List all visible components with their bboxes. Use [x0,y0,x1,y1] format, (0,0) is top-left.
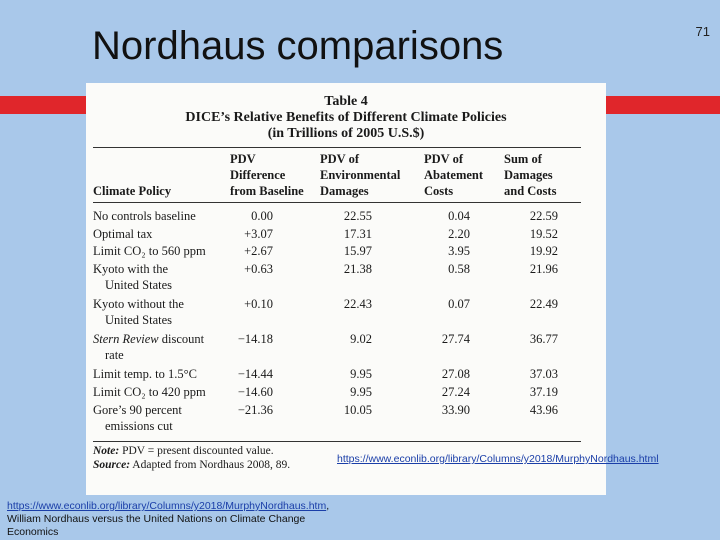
column-header-0-line-0: Climate Policy [93,184,172,198]
column-header-1-line-1: Difference [230,168,286,182]
row-label-0: No controls baseline [93,209,196,223]
cell-r0-c2: 22.55 [343,209,372,223]
cell-r7-c1: −14.60 [237,385,273,399]
cell-r8-c3: 33.90 [441,402,470,417]
row-label-8: Gore’s 90 percent [93,402,182,417]
cell-r1-c4: 19.52 [529,226,558,241]
source-label: Source: [93,459,131,471]
cell-r8-c2: 10.05 [343,402,372,417]
footer-line3: Economics [7,526,59,538]
row-label-1: Optimal tax [93,226,153,241]
footer: https://www.econlib.org/library/Columns/y2018/MurphyNordhaus.htm, William Nordhaus versus the United Nations on Climate Change Economics [7,500,330,538]
column-header-4-line-1: Damages [504,168,553,182]
cell-r3-c2: 21.38 [343,261,372,276]
table-subtitle: (in Trillions of 2005 U.S.$) [267,126,425,141]
cell-r3-c1: +0.63 [244,261,273,276]
cell-r6-c1: −14.44 [237,367,273,382]
cell-r2-c4: 19.92 [529,244,558,259]
row-label-4: Kyoto without the [93,297,184,311]
header-rule [93,202,581,203]
column-header-2-line-0: PDV of [320,152,360,166]
cell-r1-c3: 2.20 [448,226,470,241]
cell-r1-c1: +3.07 [244,226,273,241]
cell-r5-c1: −14.18 [237,332,273,347]
cell-r7-c4: 37.19 [529,385,558,399]
column-header-3-line-0: PDV of [424,152,464,166]
cell-r0-c1: 0.00 [251,209,273,223]
top-rule [93,147,581,148]
row-label-5: Stern Review discount [93,332,205,347]
column-header-4-line-2: and Costs [504,184,557,198]
row-label-5-cont: rate [105,348,124,363]
cell-r0-c3: 0.04 [448,209,470,223]
column-header-4-line-0: Sum of [504,152,542,166]
note-text: PDV = present discounted value. [119,445,274,457]
note-label: Note: [93,445,120,457]
cell-r3-c4: 21.96 [529,261,558,276]
inline-url-link[interactable]: https://www.econlib.org/library/Columns/y2018/MurphyNordhaus.html [337,453,659,465]
footer-line2: William Nordhaus versus the United Nations on Climate Change [7,513,306,525]
column-header-1-line-0: PDV [230,152,256,166]
cell-r7-c2: 9.95 [350,385,372,399]
cell-r4-c1: +0.10 [244,297,273,311]
cell-r2-c3: 3.95 [448,244,470,259]
footer-url-link[interactable]: https://www.econlib.org/library/Columns/y2018/MurphyNordhaus.htm [7,500,327,512]
cell-r0-c4: 22.59 [529,209,558,223]
cell-r2-c1: +2.67 [244,244,273,259]
cell-r4-c4: 22.49 [529,297,558,311]
cell-r8-c1: −21.36 [237,402,273,417]
table-source [93,458,290,472]
cell-r3-c3: 0.58 [448,261,470,276]
cell-r6-c3: 27.08 [441,367,470,382]
table-title: DICE’s Relative Benefits of Different Climate Policies [185,110,507,125]
row-label-6: Limit temp. to 1.5°C [93,367,197,382]
column-header-3-line-1: Abatement [424,168,484,182]
cell-r4-c3: 0.07 [448,297,470,311]
table-image [86,83,659,495]
column-header-2-line-1: Environmental [320,168,401,182]
row-label-3: Kyoto with the [93,261,168,276]
column-header-1-line-2: from Baseline [230,184,304,198]
row-label-4-cont: United States [105,313,173,327]
slide-title: Nordhaus comparisons [92,24,504,68]
source-text: Adapted from Nordhaus 2008, 89. [130,459,291,471]
row-label-8-cont: emissions cut [105,418,173,433]
column-header-3-line-2: Costs [424,184,454,198]
row-label-2: Limit CO₂ to 560 ppm [93,244,206,259]
cell-r6-c2: 9.95 [350,367,372,382]
table-number: Table 4 [324,94,368,109]
page-number: 71 [695,24,710,39]
cell-r8-c4: 43.96 [529,402,558,417]
cell-r6-c4: 37.03 [529,367,558,382]
cell-r1-c2: 17.31 [343,226,372,241]
row-label-3-cont: United States [105,277,173,292]
cell-r4-c2: 22.43 [343,297,372,311]
cell-r7-c3: 27.24 [441,385,470,399]
cell-r5-c3: 27.74 [441,332,470,347]
table-note [93,444,274,458]
cell-r5-c4: 36.77 [529,332,558,347]
row-label-7: Limit CO₂ to 420 ppm [93,385,206,399]
column-header-2-line-2: Damages [320,184,369,198]
cell-r5-c2: 9.02 [350,332,372,347]
bottom-rule [93,441,581,442]
cell-r2-c2: 15.97 [343,244,372,259]
